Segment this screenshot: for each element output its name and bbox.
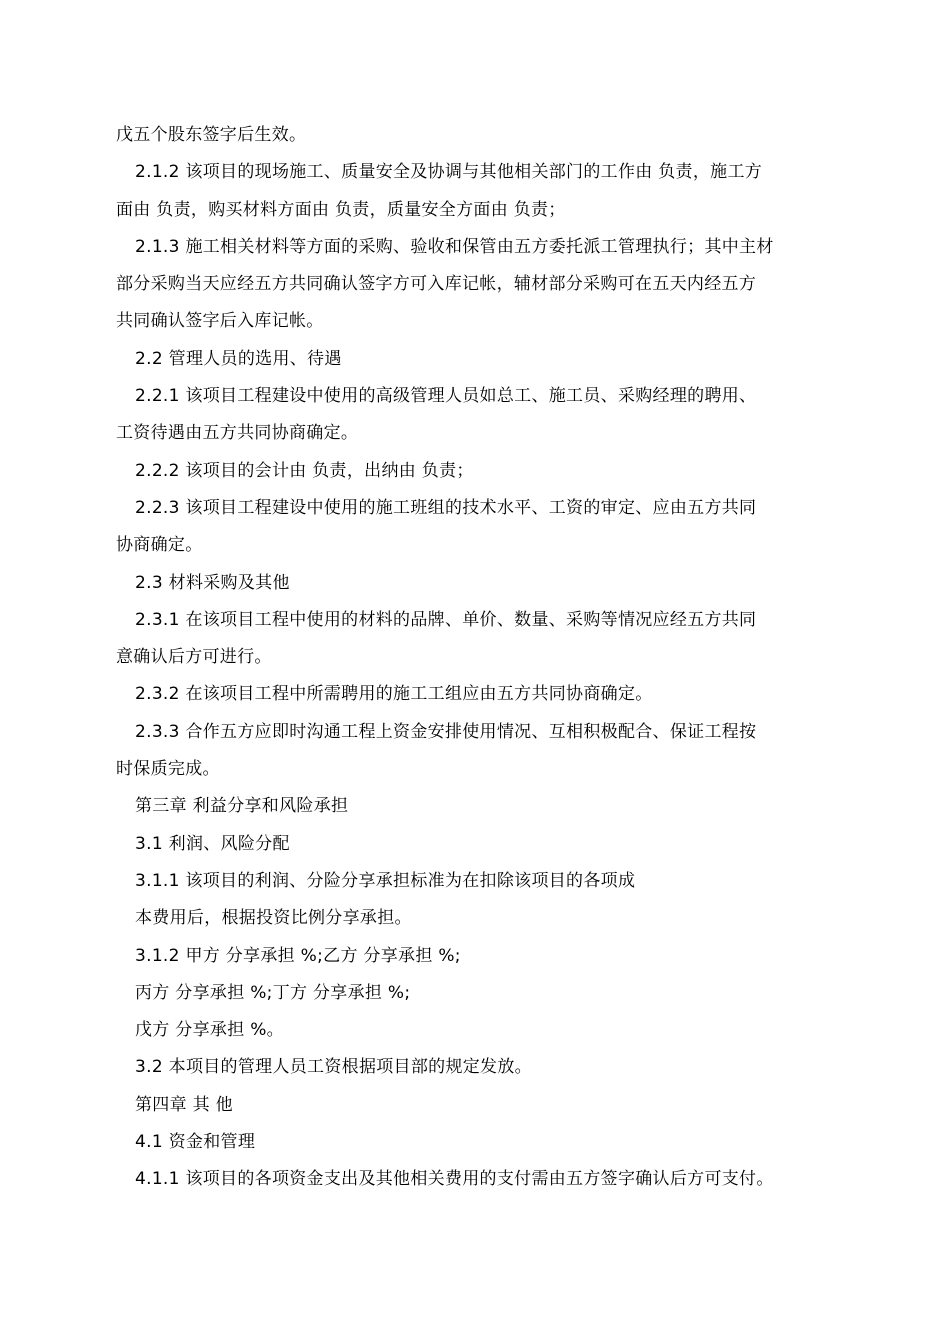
text-line: 戊五个股东签字后生效。 xyxy=(116,125,307,145)
chapter-4-heading: 第四章 其 他 xyxy=(135,1094,233,1115)
clause-2-3-1: 2.3.1 在该项目工程中使用的材料的品牌、单价、数量、采购等情况应经五方共同 xyxy=(135,609,757,630)
chapter-3-heading: 第三章 利益分享和风险承担 xyxy=(135,796,349,817)
text-line: 面由 负责，购买材料方面由 负责，质量安全方面由 负责； xyxy=(116,199,566,220)
clause-3-1-1: 3.1.1 该项目的利润、分险分享承担标准为在扣除该项目的各项成 xyxy=(135,870,636,891)
text-line: 时保质完成。 xyxy=(116,759,220,780)
clause-4-1-1: 4.1.1 该项目的各项资金支出及其他相关费用的支付需由五方签字确认后方可支付。 xyxy=(135,1169,774,1190)
clause-2-3-2: 2.3.2 在该项目工程中所需聘用的施工工组应由五方共同协商确定。 xyxy=(135,684,653,705)
section-4-1-heading: 4.1 资金和管理 xyxy=(135,1132,256,1153)
section-3-1-heading: 3.1 利润、风险分配 xyxy=(135,833,290,854)
clause-2-2-2: 2.2.2 该项目的会计由 负责，出纳由 负责； xyxy=(135,460,474,481)
clause-3-1-2: 3.1.2 甲方 分享承担 %;乙方 分享承担 %; xyxy=(135,945,461,966)
clause-2-2-3: 2.2.3 该项目工程建设中使用的施工班组的技术水平、工资的审定、应由五方共同 xyxy=(135,497,757,518)
clause-2-1-2: 2.1.2 该项目的现场施工、质量安全及协调与其他相关部门的工作由 负责，施工方 xyxy=(135,162,763,183)
text-line: 共同确认签字后入库记帐。 xyxy=(116,311,324,332)
text-line: 部分采购当天应经五方共同确认签字方可入库记帐，辅材部分采购可在五天内经五方 xyxy=(116,274,757,295)
text-line: 戊方 分享承担 %。 xyxy=(135,1020,284,1041)
clause-2-2-1: 2.2.1 该项目工程建设中使用的高级管理人员如总工、施工员、采购经理的聘用、 xyxy=(135,386,757,407)
text-line: 丙方 分享承担 %;丁方 分享承担 %; xyxy=(135,982,411,1003)
section-2-2-heading: 2.2 管理人员的选用、待遇 xyxy=(135,348,342,369)
text-line: 工资待遇由五方共同协商确定。 xyxy=(116,423,359,444)
text-line: 本费用后，根据投资比例分享承担。 xyxy=(135,908,412,929)
clause-2-3-3: 2.3.3 合作五方应即时沟通工程上资金安排使用情况、互相积极配合、保证工程按 xyxy=(135,721,757,742)
text-line: 意确认后方可进行。 xyxy=(116,647,272,668)
text-line: 协商确定。 xyxy=(116,535,203,556)
clause-2-1-3: 2.1.3 施工相关材料等方面的采购、验收和保管由五方委托派工管理执行；其中主材 xyxy=(135,236,774,257)
section-2-3-heading: 2.3 材料采购及其他 xyxy=(135,572,290,593)
document-body xyxy=(116,117,846,1199)
clause-3-2: 3.2 本项目的管理人员工资根据项目部的规定发放。 xyxy=(135,1057,532,1078)
